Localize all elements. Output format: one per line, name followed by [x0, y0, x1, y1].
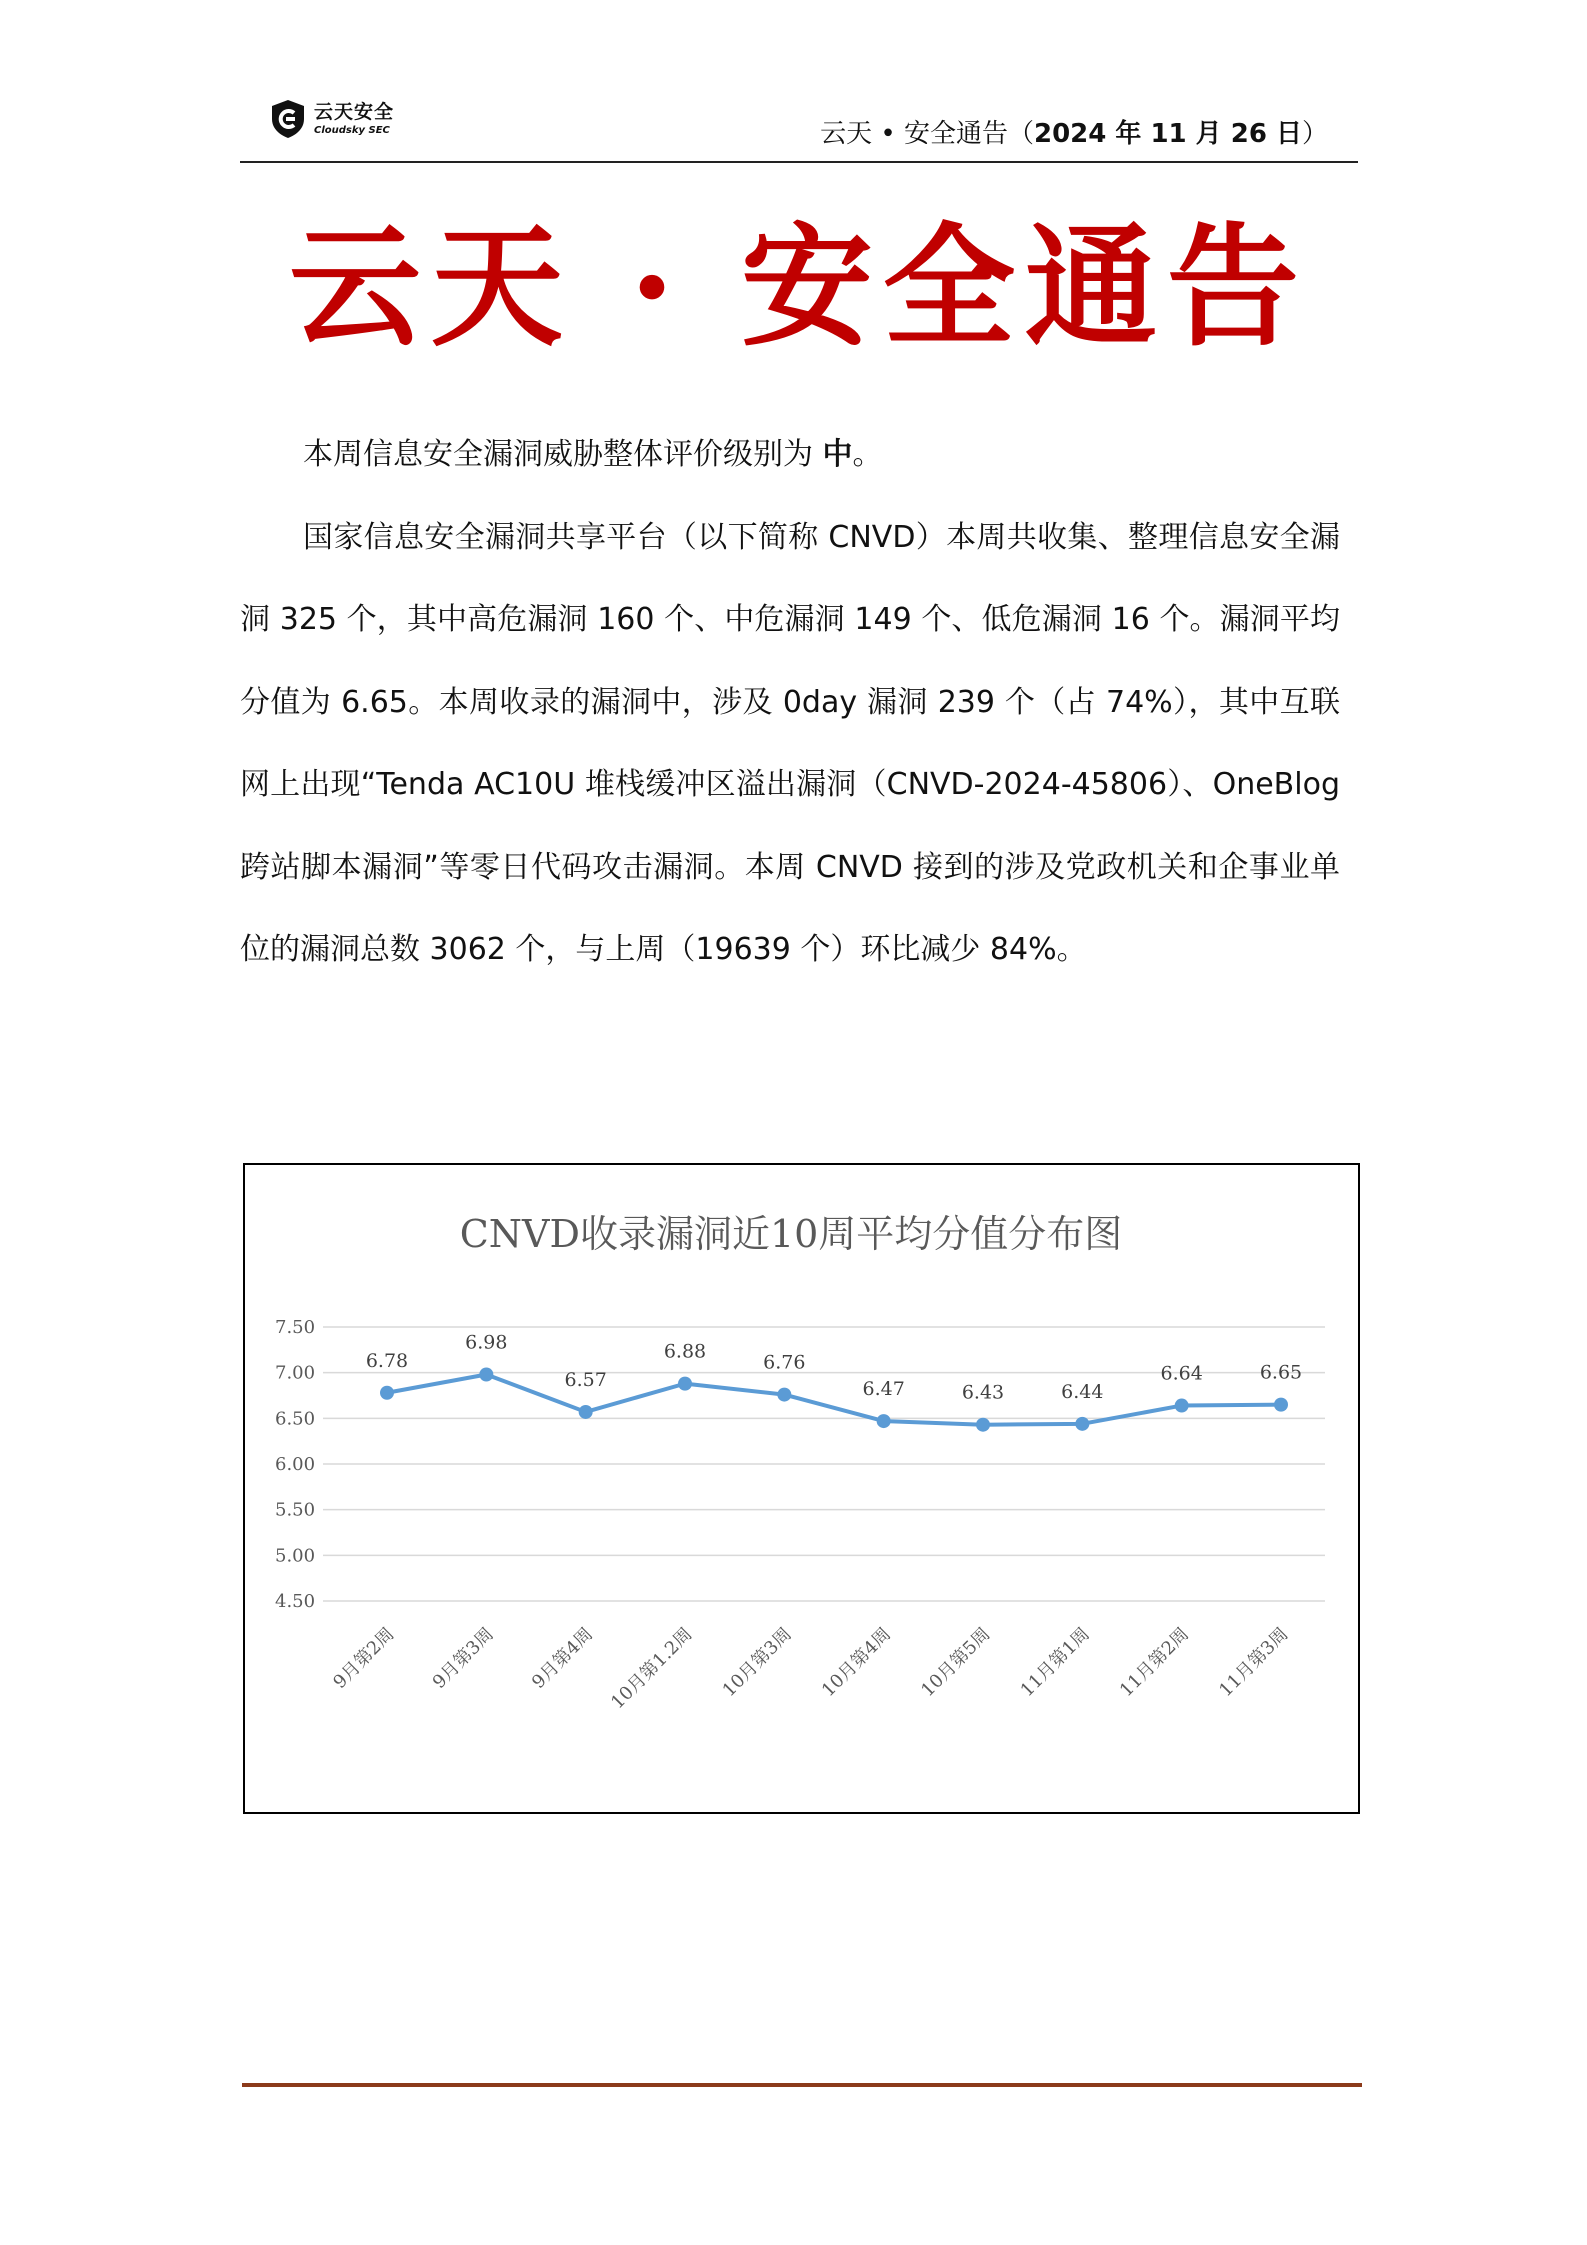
data-point [777, 1388, 791, 1402]
data-point [380, 1386, 394, 1400]
x-tick-label: 11月第3周 [1215, 1623, 1293, 1702]
footer-divider [242, 2083, 1362, 2087]
x-tick-label: 10月第3周 [718, 1623, 796, 1702]
x-tick-label: 11月第1周 [1016, 1623, 1094, 1702]
x-axis-ticks [329, 1624, 1292, 1713]
chart-frame [243, 1163, 1360, 1814]
data-label: 6.64 [1160, 1362, 1203, 1385]
data-label: 6.47 [862, 1378, 905, 1401]
data-labels [366, 1331, 1302, 1403]
header-divider [240, 161, 1358, 163]
data-point [877, 1414, 891, 1428]
data-label: 6.76 [763, 1351, 806, 1374]
threat-level-paragraph [240, 414, 1340, 497]
y-tick-label: 7.00 [275, 1362, 316, 1384]
x-tick-label: 9月第3周 [428, 1623, 498, 1693]
data-label: 6.65 [1259, 1361, 1303, 1384]
x-tick-label: 9月第4周 [527, 1623, 598, 1693]
y-tick-label: 5.00 [275, 1545, 316, 1567]
shield-logo-icon [270, 99, 306, 139]
y-tick-label: 7.50 [275, 1317, 316, 1338]
y-tick-label: 4.50 [275, 1591, 316, 1612]
data-points [380, 1367, 1288, 1431]
logo-english-text: Cloudsky SEC [314, 124, 390, 136]
data-point [1175, 1399, 1189, 1413]
data-label: 6.43 [961, 1381, 1005, 1404]
data-label: 6.98 [465, 1331, 508, 1354]
body-text [240, 414, 1340, 992]
chart-title: CNVD收录漏洞近10周平均分值分布图 [459, 1212, 1123, 1256]
threat-level-text: 本周信息安全漏洞威胁整体评价级别为 [303, 437, 823, 472]
x-tick-label: 11月第2周 [1115, 1623, 1194, 1702]
page-header [240, 95, 1358, 163]
series-line [387, 1374, 1281, 1424]
data-label: 6.78 [365, 1349, 409, 1372]
threat-level-value: 中 [822, 437, 853, 472]
data-point [1075, 1417, 1089, 1431]
y-axis-ticks [275, 1317, 315, 1612]
y-tick-label: 6.00 [275, 1454, 316, 1475]
header-title [820, 113, 1328, 150]
x-tick-label: 10月第1.2周 [607, 1623, 697, 1714]
data-point [1274, 1398, 1288, 1412]
header-title-prefix: 云天 • 安全通告（ [820, 119, 1034, 149]
threat-level-end: 。 [852, 437, 883, 472]
line-chart [245, 1165, 1358, 1812]
main-title: 云天 · 安全通告 [289, 210, 1309, 365]
data-point [678, 1377, 692, 1391]
data-point [479, 1367, 493, 1381]
series-line-layer [387, 1374, 1281, 1424]
data-label: 6.44 [1061, 1380, 1104, 1403]
header-title-suffix: ） [1301, 119, 1328, 149]
y-tick-label: 5.50 [275, 1499, 316, 1521]
y-tick-label: 6.50 [275, 1408, 316, 1430]
x-tick-label: 9月第2周 [329, 1623, 399, 1693]
x-tick-label: 10月第4周 [817, 1623, 896, 1702]
cloudsky-logo [270, 99, 394, 139]
x-tick-label: 10月第5周 [917, 1623, 995, 1702]
data-label: 6.57 [564, 1368, 607, 1391]
header-date: 2024 年 11 月 26 日 [1033, 119, 1302, 149]
data-label: 6.88 [663, 1340, 707, 1363]
summary-paragraph: 国家信息安全漏洞共享平台（以下简称 CNVD）本周共收集、整理信息安全漏洞 325 个，其中高危漏洞 160 个、中危漏洞 149 个、低危漏洞 16 个。漏洞平均分值为 6.65。本周收录的漏洞中，涉及 0day 漏洞 239 个（占 74%），其中互联网上出现“Tenda AC10U 堆栈缓冲区溢出漏洞（CNVD-2024-45806）、OneBlog 跨站脚本漏洞”等零日代码攻击漏洞。本周 CNVD 接到的涉及党政机关和企事业单位的漏洞总数 3062 个，与上周（19639 个）环比减少 84%。 [240, 519, 1340, 967]
logo-chinese-text: 云天安全 [314, 100, 395, 123]
data-point [579, 1405, 593, 1419]
data-point [976, 1418, 990, 1432]
